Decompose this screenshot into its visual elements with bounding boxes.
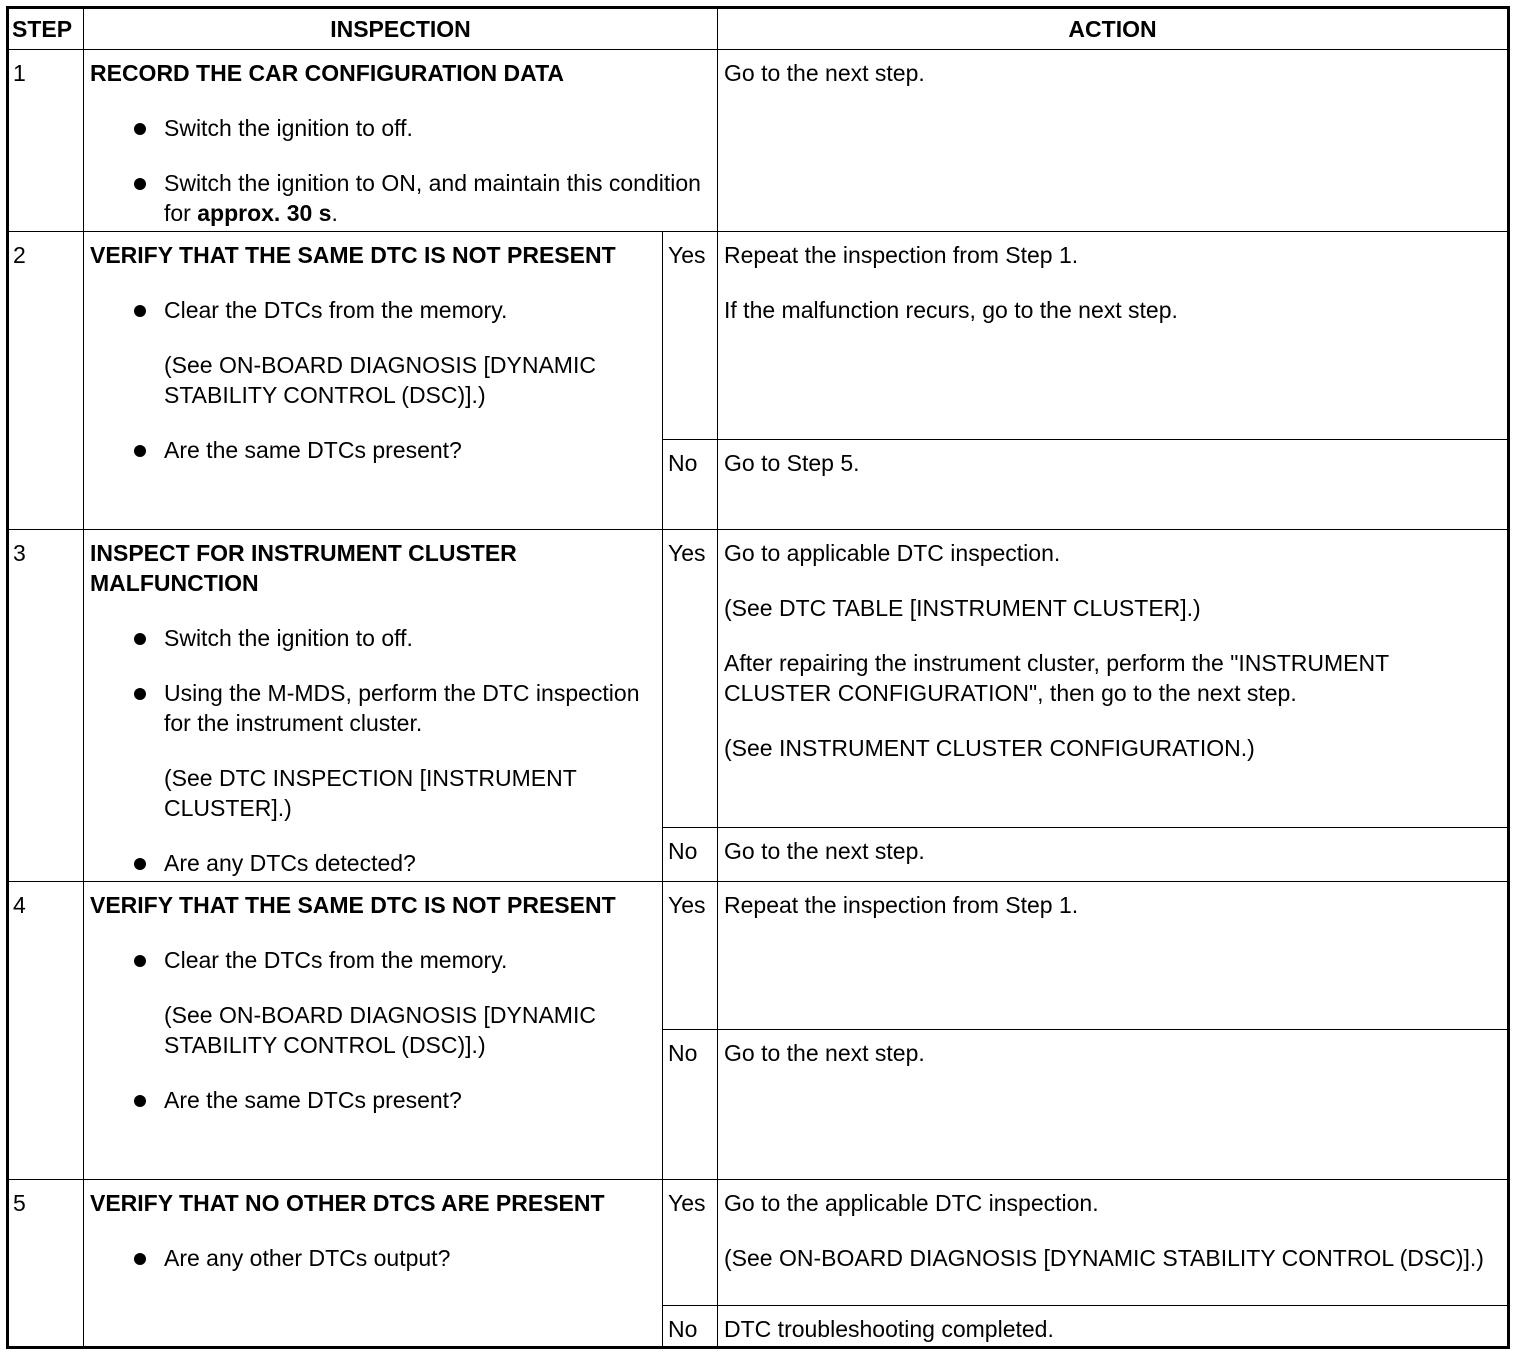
bullet-item: Switch the ignition to ON, and maintain this condition for approx. 30 s.: [90, 168, 711, 228]
header-row: [8, 8, 1509, 50]
dtc-inspection-table: [6, 6, 1510, 1349]
inspection-cell: [84, 232, 663, 530]
bullet-item: Are the same DTCs present?: [90, 1085, 656, 1115]
header-action: ACTION: [718, 8, 1509, 50]
bullet-item: Switch the ignition to off.: [90, 623, 656, 653]
step-title: VERIFY THAT NO OTHER DTCS ARE PRESENT: [90, 1190, 605, 1216]
reference-text: (See ON-BOARD DIAGNOSIS [DYNAMIC STABILITY CONTROL (DSC)].): [164, 352, 596, 408]
action-cell: Repeat the inspection from Step 1.: [718, 882, 1509, 1030]
action-cell: DTC troubleshooting completed.: [718, 1306, 1509, 1348]
step-title: VERIFY THAT THE SAME DTC IS NOT PRESENT: [90, 242, 616, 268]
inspection-cell: [84, 882, 663, 1180]
step-row-2: [8, 232, 1509, 440]
action-cell: Go to applicable DTC inspection. (See DTC TABLE [INSTRUMENT CLUSTER].) After repairing the instrument cluster, perform the "INSTRUMENT CLUSTER CONFIGURATION", then go to the next step. (See INSTRUMENT CLUSTER CONFIGURATION.): [718, 530, 1509, 828]
bullet-item: Switch the ignition to off.: [90, 113, 711, 143]
step-row-1: [8, 50, 1509, 232]
inspection-cell: [84, 530, 663, 882]
action-cell: Repeat the inspection from Step 1. If the malfunction recurs, go to the next step.: [718, 232, 1509, 440]
no-label: No: [663, 1030, 718, 1180]
step-number: 4: [8, 882, 84, 1180]
bullet-item: Are any DTCs detected?: [90, 848, 656, 878]
inspection-cell: [84, 50, 718, 232]
step-number: 2: [8, 232, 84, 530]
action-cell: Go to the next step.: [718, 1030, 1509, 1180]
yes-label: Yes: [663, 530, 718, 828]
step-number: 5: [8, 1180, 84, 1348]
step-row-4: [8, 882, 1509, 1030]
no-label: No: [663, 828, 718, 882]
header-inspection: INSPECTION: [84, 8, 718, 50]
step-title: RECORD THE CAR CONFIGURATION DATA: [90, 60, 565, 86]
step-row-5: [8, 1180, 1509, 1306]
step-row-3: [8, 530, 1509, 828]
bullet-item: Using the M-MDS, perform the DTC inspection for the instrument cluster.: [90, 678, 656, 738]
step-title: VERIFY THAT THE SAME DTC IS NOT PRESENT: [90, 892, 616, 918]
action-cell: Go to the applicable DTC inspection. (See ON-BOARD DIAGNOSIS [DYNAMIC STABILITY CONTROL (DSC)].): [718, 1180, 1509, 1306]
action-cell: Go to the next step.: [718, 50, 1509, 232]
yes-label: Yes: [663, 1180, 718, 1306]
yes-label: Yes: [663, 882, 718, 1030]
action-cell: Go to Step 5.: [718, 440, 1509, 530]
yes-label: Yes: [663, 232, 718, 440]
step-number: 1: [8, 50, 84, 232]
bullet-item: Are any other DTCs output?: [90, 1243, 656, 1273]
step-number: 3: [8, 530, 84, 882]
reference-text: (See DTC INSPECTION [INSTRUMENT CLUSTER].): [164, 765, 577, 821]
bullet-item: Clear the DTCs from the memory.: [90, 295, 656, 325]
bullet-item: Are the same DTCs present?: [90, 435, 656, 465]
step-title: INSPECT FOR INSTRUMENT CLUSTER MALFUNCTION: [90, 540, 517, 596]
no-label: No: [663, 440, 718, 530]
bullet-item: Clear the DTCs from the memory.: [90, 945, 656, 975]
reference-text: (See ON-BOARD DIAGNOSIS [DYNAMIC STABILITY CONTROL (DSC)].): [164, 1002, 596, 1058]
header-step: STEP: [8, 8, 84, 50]
action-cell: Go to the next step.: [718, 828, 1509, 882]
inspection-cell: [84, 1180, 663, 1348]
no-label: No: [663, 1306, 718, 1348]
